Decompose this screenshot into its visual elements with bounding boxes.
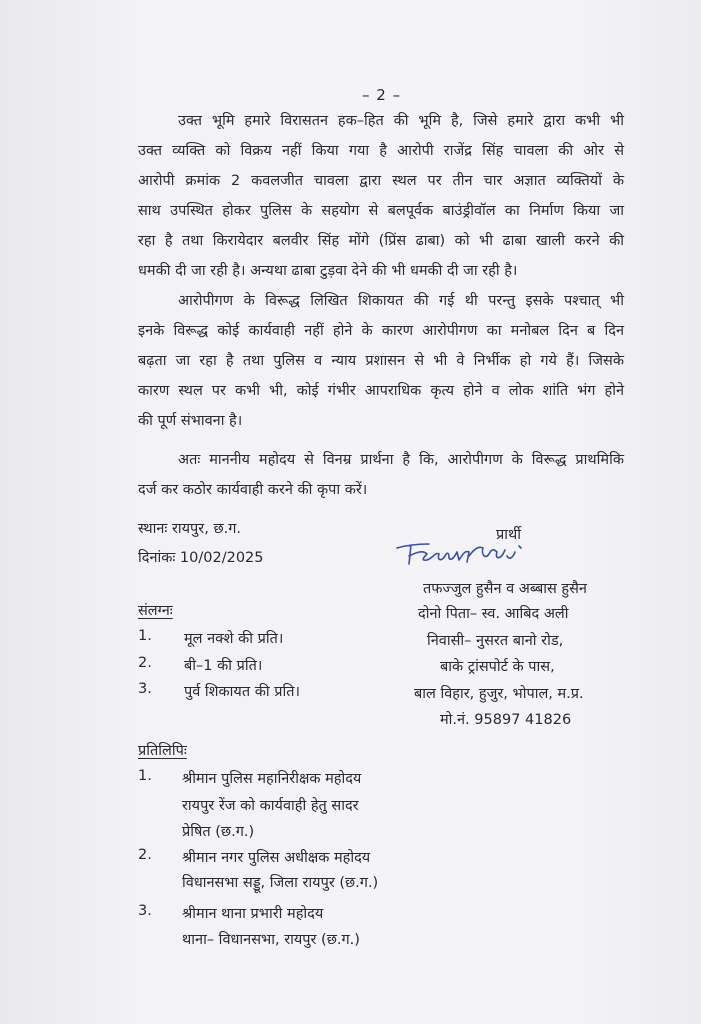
paragraph-line: उक्त भूमि हमारे विरासतन हक–हित की भूमि है, जिसे हमारे द्वारा कभी भी xyxy=(178,113,624,129)
paragraph-2 xyxy=(138,286,624,436)
copy-line: विधानसभा सड्डू, जिला रायपुर (छ.ग.) xyxy=(182,875,379,891)
copy-line: थाना– विधानसभा, रायपुर (छ.ग.) xyxy=(182,932,360,948)
paragraph-line: उक्त व्यक्ति को विक्रय नहीं किया गया है आरोपी राजेंद्र सिंह चावला की ओर से xyxy=(138,143,624,159)
paragraph-line: बढ़ता जा रहा है तथा पुलिस व न्याय प्रशासन से भी वे निर्भीक हो गये हैं। जिसके xyxy=(138,353,624,369)
paragraph-line: रहा है तथा किरायेदार बलवीर सिंह मोंगे (प्रिंस ढाबा) को भी ढाबा खाली करने की xyxy=(138,233,624,249)
enclosure-number: 1. xyxy=(138,628,152,644)
enclosure-number: 3. xyxy=(138,681,152,697)
copy-line: श्रीमान पुलिस महानिरीक्षक महोदय xyxy=(182,771,362,787)
paragraph-line: इनके विरूद्ध कोई कार्यवाही नहीं होने के कारण आरोपीगण का मनोबल दिन ब दिन xyxy=(138,323,624,339)
paragraph-line: कारण स्थल पर कभी भी, कोई गंभीर आपराधिक कृत्य होने व लोक शांति भंग होने xyxy=(138,383,624,399)
copy-line: रायपुर रेंज को कार्यवाही हेतु सादर xyxy=(182,798,359,814)
enclosure-item: पुर्व शिकायत की प्रति। xyxy=(184,684,300,700)
place-line: स्थानः रायपुर, छ.ग. xyxy=(138,521,241,537)
copy-number: 2. xyxy=(138,847,152,863)
copies-heading: प्रतिलिपिः xyxy=(138,743,187,759)
enclosures-heading: संलग्नः xyxy=(138,603,173,619)
applicant-address-2: बाके ट्रांसपोर्ट के पास, xyxy=(440,659,555,675)
date-line: दिनांकः 10/02/2025 xyxy=(138,550,264,566)
applicant-names: तफज्जुल हुसैन व अब्बास हुसैन xyxy=(423,581,587,597)
paragraph-1 xyxy=(138,106,624,286)
paragraph-line: आरोपी क्रमांक 2 कवलजीत चावला द्वारा स्थल पर तीन चार अज्ञात व्यक्तियों के xyxy=(138,173,624,189)
enclosure-number: 2. xyxy=(138,655,152,671)
page-number: – 2 – xyxy=(362,86,402,104)
signature-image xyxy=(393,536,533,572)
paragraph-line: अतः माननीय महोदय से विनम्र प्रार्थना है कि, आरोपीगण के विरूद्ध प्राथमिकि xyxy=(178,452,624,468)
applicant-label: प्रार्थी xyxy=(496,527,522,543)
paragraph-line: की पूर्ण संभावना है। xyxy=(138,413,243,429)
paragraph-line: धमकी दी जा रही है। अन्यथा ढाबा टुड़वा देने की भी धमकी दी जा रही है। xyxy=(138,263,518,279)
applicant-address-3: बाल विहार, हुजुर, भोपाल, म.प्र. xyxy=(414,686,584,702)
paragraph-line: आरोपीगण के विरूद्ध लिखित शिकायत की गई थी परन्तु इसके पश्चात् भी xyxy=(178,293,624,309)
enclosure-item: बी–1 की प्रति। xyxy=(184,658,263,674)
copy-number: 1. xyxy=(138,768,152,784)
enclosure-item: मूल नक्शे की प्रति। xyxy=(184,631,284,647)
paragraph-3 xyxy=(138,445,624,505)
paragraph-line: दर्ज कर कठोर कार्यवाही करने की कृपा करें। xyxy=(138,482,368,498)
copy-line: प्रेषित (छ.ग.) xyxy=(182,824,255,840)
applicant-address-1: निवासी– नुसरत बानो रोड, xyxy=(427,633,564,649)
copy-number: 3. xyxy=(138,903,152,919)
copy-line: श्रीमान नगर पुलिस अधीक्षक महोदय xyxy=(182,850,371,866)
copy-line: श्रीमान थाना प्रभारी महोदय xyxy=(182,906,324,922)
applicant-phone: मो.नं. 95897 41826 xyxy=(440,712,572,728)
paragraph-line: साथ उपस्थित होकर पुलिस के सहयोग से बलपूर्वक बाउंड्रीवॉल का निर्माण किया जा xyxy=(138,203,624,219)
applicant-father: दोनो पिता– स्व. आबिद अली xyxy=(418,606,569,622)
